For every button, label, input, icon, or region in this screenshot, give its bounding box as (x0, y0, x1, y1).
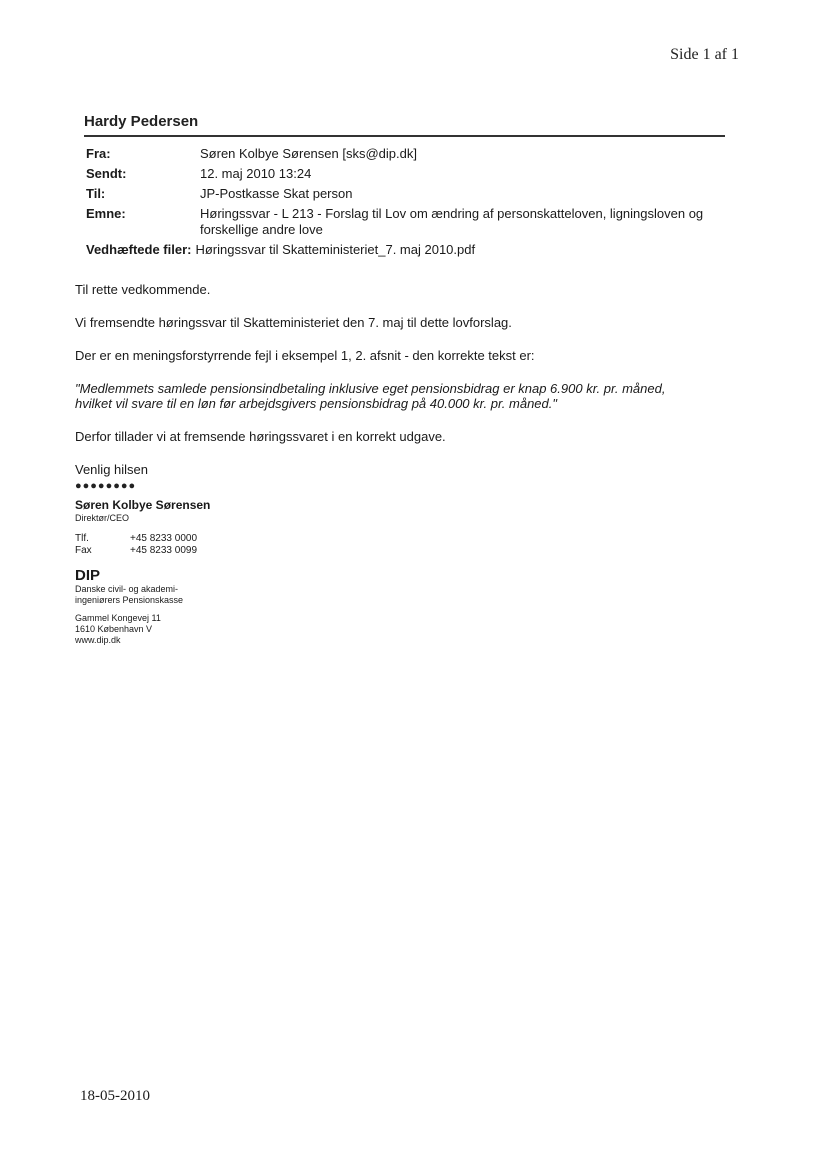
sent-row (86, 166, 736, 182)
paragraph-1: Vi fremsendte høringssvar til Skatteministeriet den 7. maj til dette lovforslag. (75, 315, 512, 330)
subject-value: Høringssvar - L 213 - Forslag til Lov om ændring af personskatteloven, ligningsloven og forskellige andre love (200, 206, 704, 237)
contact-info (75, 533, 375, 557)
company-name-line-1: Danske civil- og akademi- (75, 584, 179, 594)
header-divider (84, 135, 725, 137)
address-city: 1610 København V (75, 624, 153, 634)
email-header (86, 146, 736, 262)
attachments-label: Vedhæftede filer: (86, 242, 192, 257)
fax-number: +45 8233 0099 (130, 545, 198, 556)
address-street: Gammel Kongevej 11 (75, 613, 161, 623)
decorative-dots: ●●●●●●●● (75, 480, 137, 492)
page-number: Side 1 af 1 (670, 46, 739, 63)
fax-label: Fax (75, 545, 92, 556)
subject-label: Emne: (86, 206, 126, 221)
company-name-line-2: ingeniørers Pensionskasse (75, 595, 184, 605)
signature-block (75, 498, 375, 646)
from-label: Fra: (86, 146, 111, 161)
sent-label: Sendt: (86, 166, 127, 181)
signature-title: Direktør/CEO (75, 513, 129, 523)
website-link[interactable]: www.dip.dk (75, 635, 121, 645)
greeting: Til rette vedkommende. (75, 282, 211, 297)
company-logo-text: DIP (75, 567, 101, 584)
closing: Venlig hilsen (75, 462, 148, 477)
paragraph-2: Der er en meningsforstyrrende fejl i eksempel 1, 2. afsnit - den korrekte tekst er: (75, 348, 535, 363)
to-row (86, 186, 736, 202)
phone-row (75, 533, 375, 545)
corrected-text-quote: "Medlemmets samlede pensionsindbetaling inklusive eget pensionsbidrag er knap 6.900 kr. pr. måned, hvilket vil svare til en løn før arbejdsgivers pensionsbidrag på 40.000 kr. pr. måned." (75, 381, 666, 411)
from-value: Søren Kolbye Sørensen [sks@dip.dk] (200, 146, 417, 161)
sent-value: 12. maj 2010 13:24 (200, 166, 312, 181)
attachments-row (86, 242, 736, 258)
sender-name: Hardy Pedersen (84, 113, 199, 130)
fax-row (75, 545, 375, 557)
attachment-file[interactable]: Høringssvar til Skatteministeriet_7. maj 2010.pdf (195, 242, 476, 257)
to-value: JP-Postkasse Skat person (200, 186, 353, 201)
phone-label: Tlf. (75, 533, 89, 544)
phone-number: +45 8233 0000 (130, 533, 198, 544)
to-label: Til: (86, 186, 106, 201)
footer-date: 18-05-2010 (80, 1088, 150, 1104)
address (75, 613, 375, 646)
subject-row (86, 206, 736, 238)
paragraph-3: Derfor tillader vi at fremsende høringssvaret i en korrekt udgave. (75, 429, 446, 444)
email-body (75, 282, 675, 494)
from-row (86, 146, 736, 162)
signature-name: Søren Kolbye Sørensen (75, 498, 211, 512)
